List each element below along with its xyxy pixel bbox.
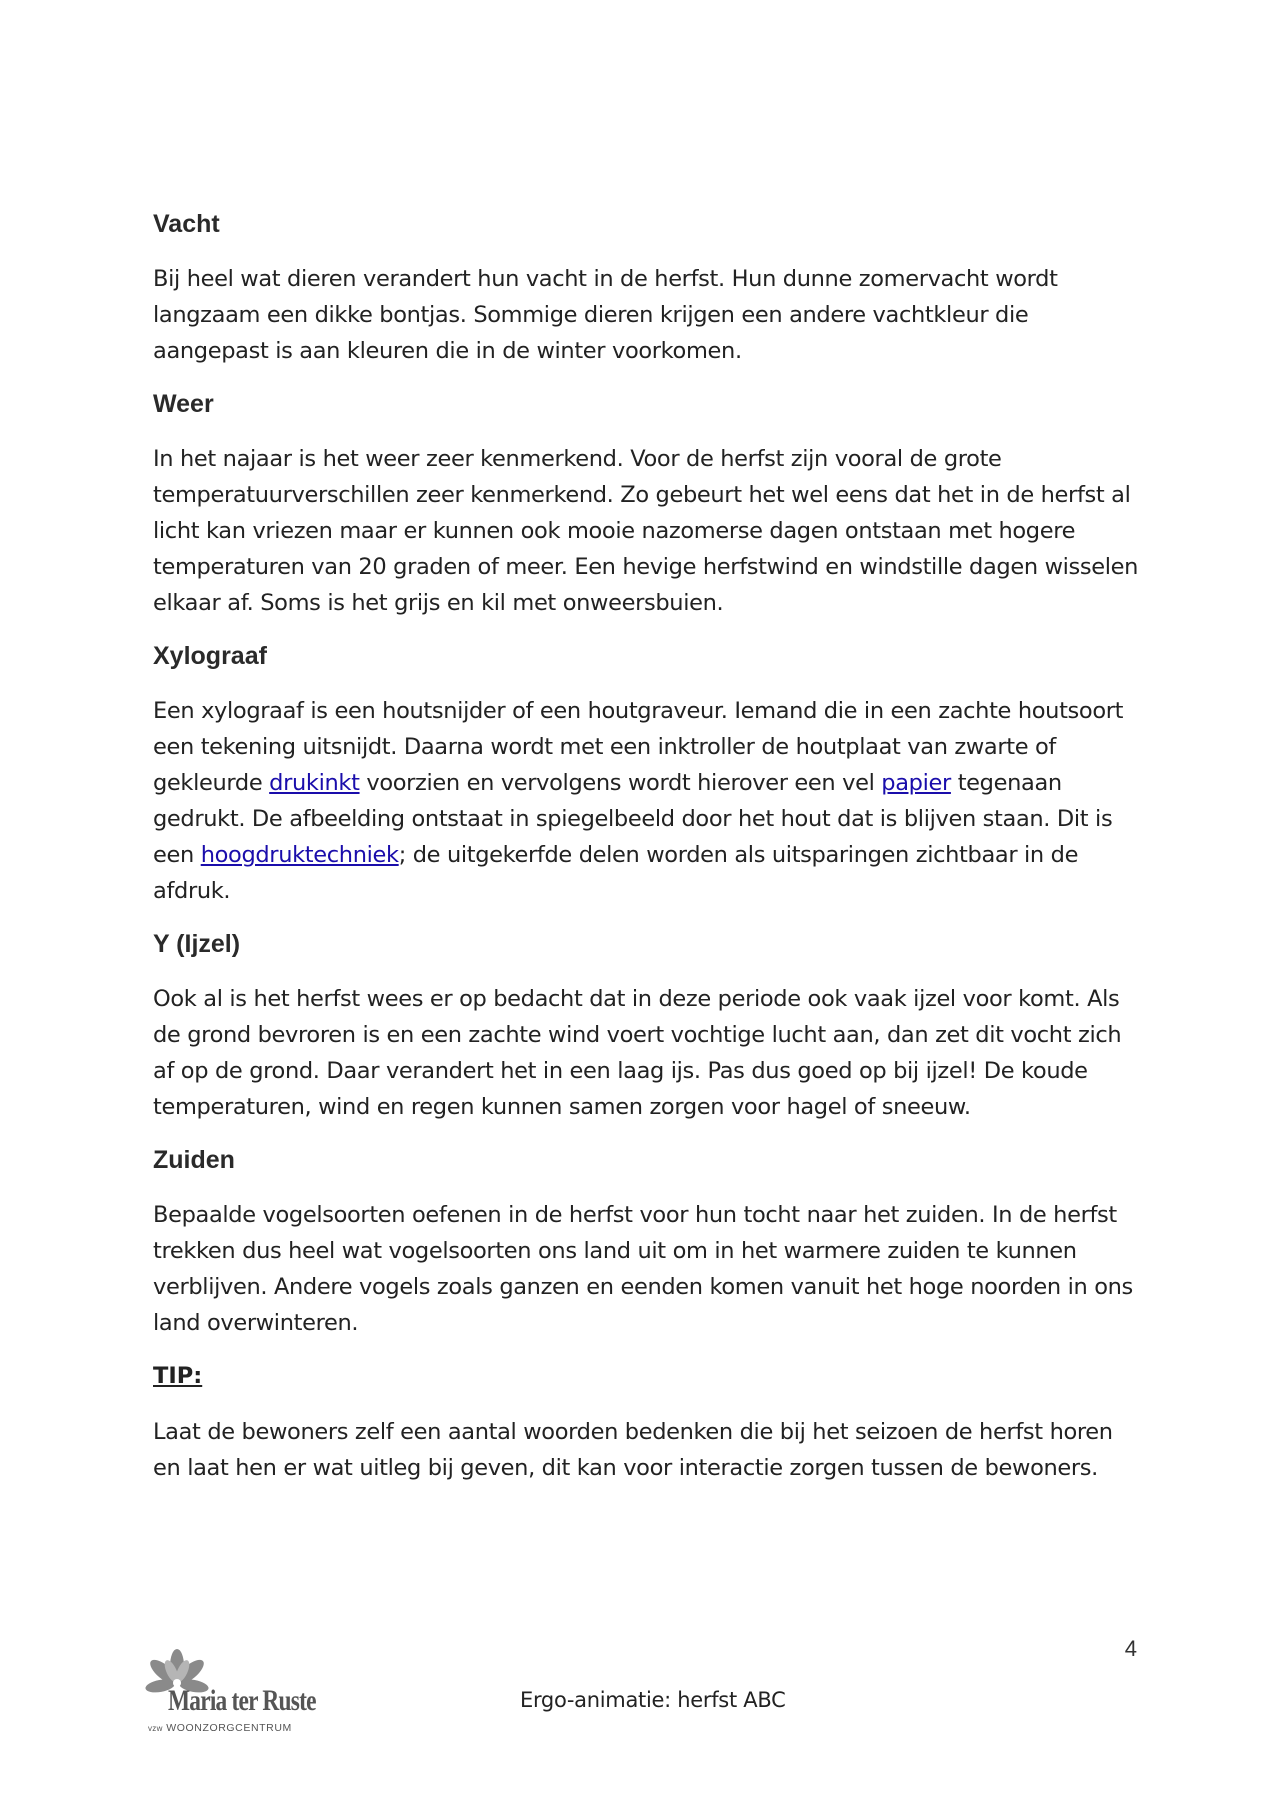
paragraph-vacht: Bij heel wat dieren verandert hun vacht in de herfst. Hun dunne zomervacht wordt langzaam een dikke bontjas. Sommige dieren krijgen een andere vachtkleur die aangepast is aan kleuren die in de winter voorkomen.: [153, 266, 1058, 364]
link-drukinkt[interactable]: drukinkt: [269, 770, 360, 796]
logo: [132, 1648, 332, 1734]
logo-subtitle: [148, 1722, 292, 1734]
logo-sub-prefix: vzw: [148, 1724, 163, 1733]
paragraph-zuiden: Bepaalde vogelsoorten oefenen in de herfst voor hun tocht naar het zuiden. In de herfst trekken dus heel wat vogelsoorten ons land uit om in het warmere zuiden te kunnen verblijven. Andere vogels zoals ganzen en eenden komen vanuit het hoge noorden in ons land overwinteren.: [153, 1202, 1133, 1336]
heading-vacht: Vacht: [153, 210, 220, 238]
footer-title: Ergo-animatie: herfst ABC: [520, 1688, 786, 1712]
xylograaf-text-4: ; de uitgekerfde delen worden als uitsparingen zichtbaar in de afdruk.: [153, 842, 1079, 904]
xylograaf-text-2: voorzien en vervolgens wordt hierover een vel: [359, 770, 882, 796]
heading-zuiden: Zuiden: [153, 1146, 235, 1174]
link-papier[interactable]: papier: [881, 770, 951, 796]
paragraph-ijzel: Ook al is het herfst wees er op bedacht dat in deze periode ook vaak ijzel voor komt. Als de grond bevroren is en een zachte wind voert vochtige lucht aan, dan zet dit vocht zich af op de grond. Daar verandert het in een laag ijs. Pas dus goed op bij ijzel! De koude temperaturen, wind en regen kunnen samen zorgen voor hagel of sneeuw.: [153, 986, 1122, 1120]
xylograaf-text-1: Een xylograaf is een houtsnijder of een houtgraveur. Iemand die in een zachte houtsoort een tekening uitsnijdt. Daarna wordt met een inktroller de houtplaat van zwarte of gekleurde: [153, 698, 1124, 796]
logo-sub-text: WOONZORGCENTRUM: [166, 1722, 292, 1734]
tip-label: TIP:: [153, 1363, 203, 1389]
heading-ijzel: Y (Ijzel): [153, 930, 241, 958]
page-number: 4: [1124, 1636, 1137, 1661]
page-content: [153, 206, 1143, 1503]
logo-name: Maria ter Ruste: [168, 1684, 316, 1717]
link-hoogdruktechniek[interactable]: hoogdruktechniek: [200, 842, 399, 868]
tip-text: Laat de bewoners zelf een aantal woorden bedenken die bij het seizoen de herfst horen en laat hen er wat uitleg bij geven, dit kan voor interactie zorgen tussen de bewoners.: [153, 1419, 1113, 1481]
paragraph-xylograaf: [153, 693, 1143, 909]
xylograaf-text-3: tegenaan gedrukt. De afbeelding ontstaat in spiegelbeeld door het hout dat is blijven staan. Dit is een: [153, 770, 1113, 868]
heading-xylograaf: Xylograaf: [153, 642, 267, 670]
paragraph-weer: In het najaar is het weer zeer kenmerkend. Voor de herfst zijn vooral de grote temperatuurverschillen zeer kenmerkend. Zo gebeurt het wel eens dat het in de herfst al licht kan vriezen maar er kunnen ook mooie nazomerse dagen ontstaan met hogere temperaturen van 20 graden of meer. Een hevige herfstwind en windstille dagen wisselen elkaar af. Soms is het grijs en kil met onweersbuien.: [153, 446, 1139, 616]
heading-weer: Weer: [153, 390, 214, 418]
